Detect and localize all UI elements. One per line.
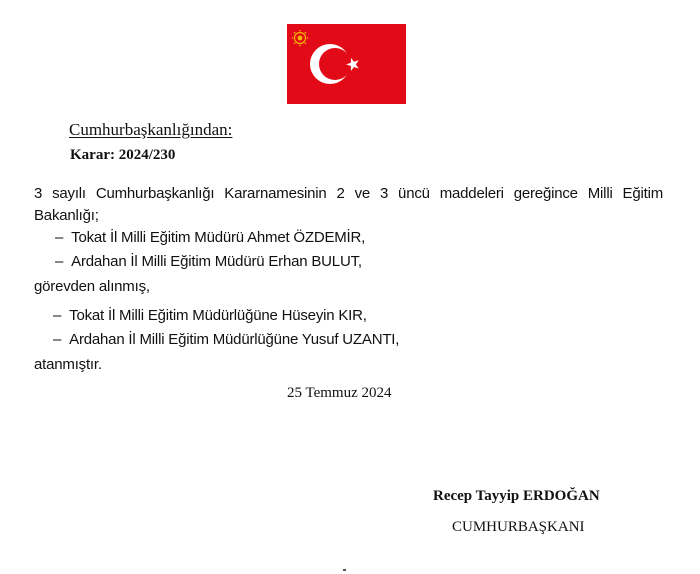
crescent-inner <box>319 48 351 80</box>
list-dash: – <box>55 253 64 270</box>
intro-paragraph: 3 sayılı Cumhurbaşkanlığı Kararnamesinin 2 ve 3 üncü maddeleri gereğince Milli Eğitim Bakanlığı; <box>34 185 663 224</box>
turkish-flag <box>287 24 406 104</box>
flag-graphic <box>287 24 406 104</box>
dismissed-item-text: Tokat İl Milli Eğitim Müdürü Ahmet ÖZDEMİR, <box>71 229 366 246</box>
presidential-emblem-icon <box>292 30 309 47</box>
decision-number: Karar: 2024/230 <box>70 147 176 163</box>
issuer-heading: Cumhurbaşkanlığından: <box>69 120 233 139</box>
list-dash: – <box>55 229 64 246</box>
dismissed-item <box>55 254 362 269</box>
appointed-suffix: atanmıştır. <box>34 356 102 373</box>
signer-title: CUMHURBAŞKANI <box>452 519 585 535</box>
signer-name: Recep Tayyip ERDOĞAN <box>433 488 600 504</box>
list-dash: – <box>53 331 62 348</box>
appointed-item-text: Tokat İl Milli Eğitim Müdürlüğüne Hüseyin KIR, <box>69 307 367 324</box>
dismissed-item <box>55 230 365 245</box>
decree-date: 25 Temmuz 2024 <box>287 385 392 401</box>
dismissed-suffix: görevden alınmış, <box>34 278 150 295</box>
appointed-item <box>53 308 367 323</box>
scan-mark <box>343 569 346 571</box>
appointed-item-text: Ardahan İl Milli Eğitim Müdürlüğüne Yusuf UZANTI, <box>69 331 400 348</box>
appointed-item <box>53 332 399 347</box>
list-dash: – <box>53 307 62 324</box>
dismissed-item-text: Ardahan İl Milli Eğitim Müdürü Erhan BULUT, <box>71 253 362 270</box>
